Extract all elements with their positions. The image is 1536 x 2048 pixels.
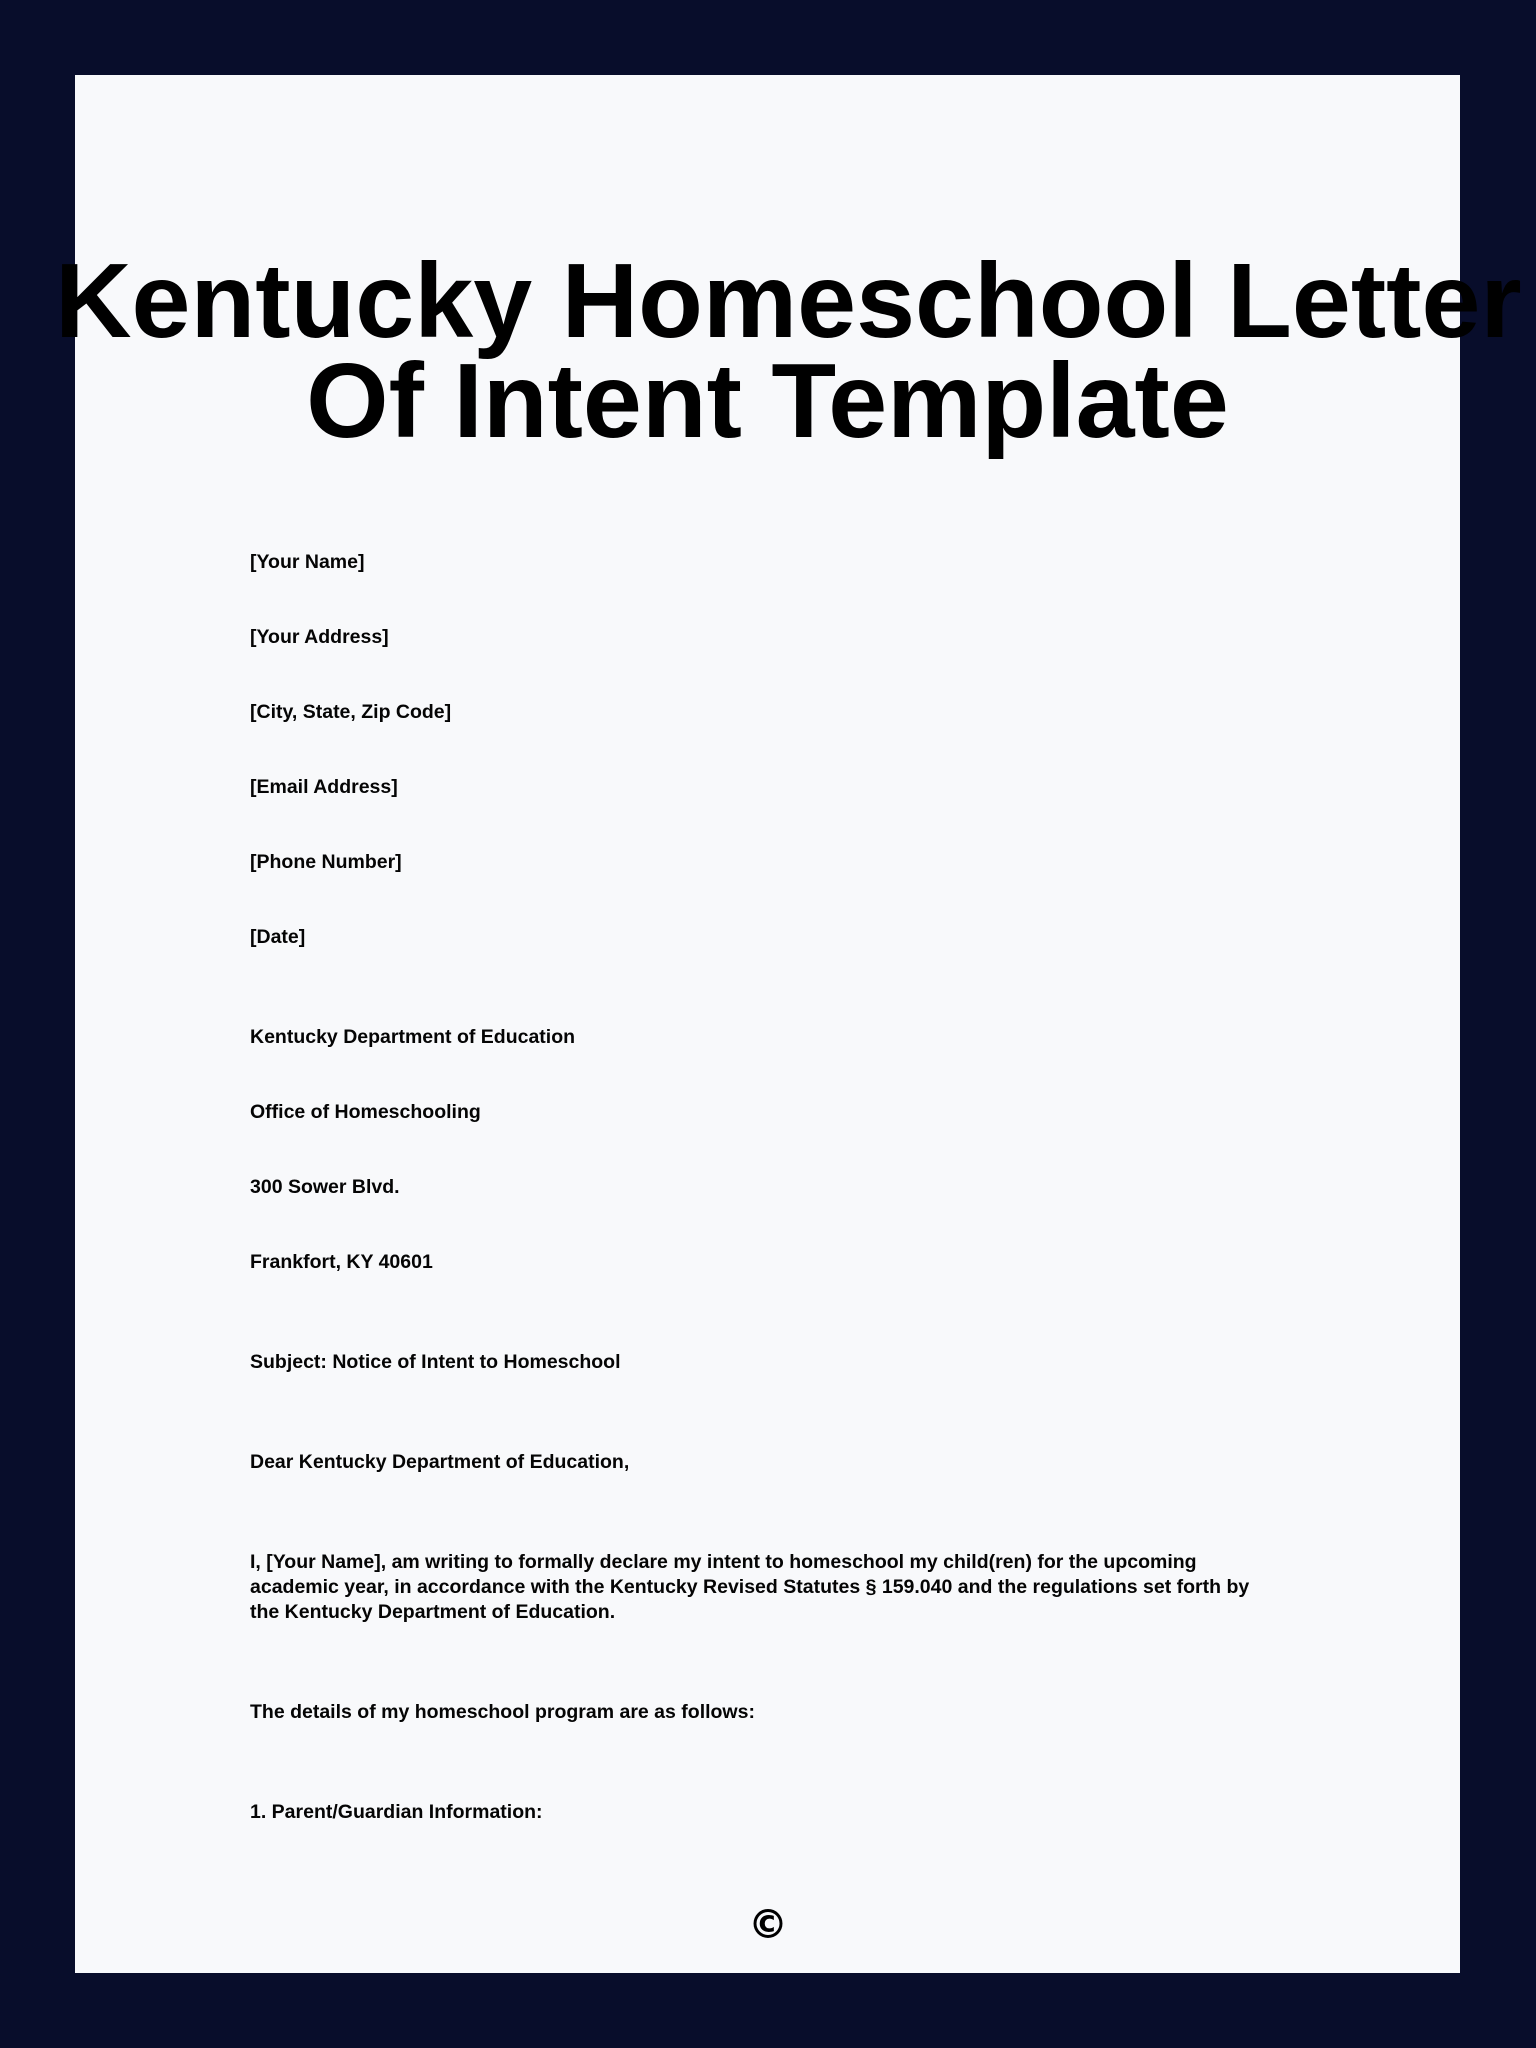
section-parent-guardian-info: 1. Parent/Guardian Information: <box>250 1801 543 1823</box>
sender-city-state-zip: [City, State, Zip Code] <box>250 701 452 723</box>
sender-phone: [Phone Number] <box>250 851 402 873</box>
sender-name: [Your Name] <box>250 551 365 573</box>
title-line-2: Of Intent Template <box>306 342 1229 460</box>
title-line-1: Kentucky Homeschool Letter <box>55 242 1522 360</box>
recipient-street: 300 Sower Blvd. <box>250 1176 400 1198</box>
letter-subject: Subject: Notice of Intent to Homeschool <box>250 1351 621 1373</box>
recipient-organization: Kentucky Department of Education <box>250 1026 576 1048</box>
sender-email: [Email Address] <box>250 776 398 798</box>
recipient-city: Frankfort, KY 40601 <box>250 1251 433 1273</box>
letter-date: [Date] <box>250 926 306 948</box>
details-intro: The details of my homeschool program are as follows: <box>250 1701 755 1723</box>
document-title <box>55 242 1522 460</box>
intro-paragraph: I, [Your Name], am writing to formally declare my intent to homeschool my child(ren) for the upcoming academic year, in accordance with the Kentucky Revised Statutes § 159.040 and the regulations set forth by the Kentucky Department of Education. <box>250 1551 1250 1623</box>
letter-salutation: Dear Kentucky Department of Education, <box>250 1451 630 1473</box>
copyright-icon: © <box>748 1902 788 1948</box>
sender-address: [Your Address] <box>250 626 389 648</box>
letter-page <box>55 75 1522 1973</box>
recipient-office: Office of Homeschooling <box>250 1101 481 1123</box>
